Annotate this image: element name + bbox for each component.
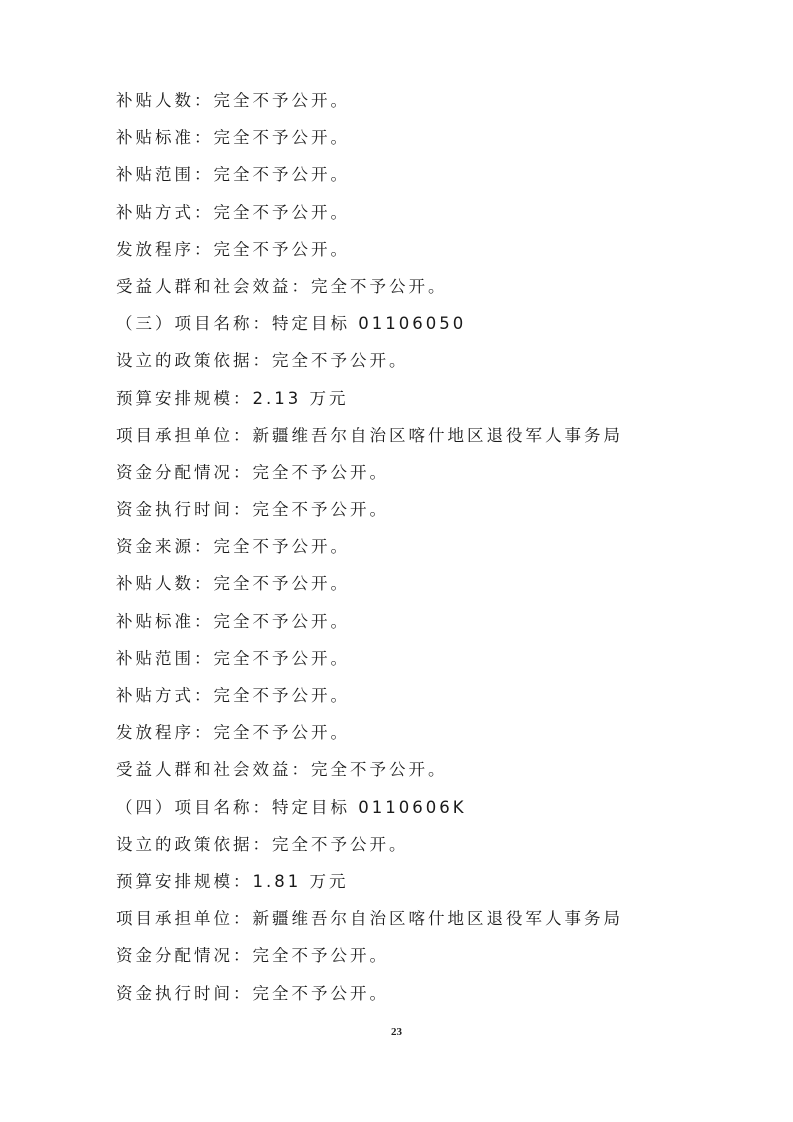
text-line: 补贴标准：完全不予公开。: [116, 128, 350, 148]
text-line: 设立的政策依据：完全不予公开。: [116, 351, 409, 371]
text-line: 设立的政策依据：完全不予公开。: [116, 834, 409, 854]
text-line: 发放程序：完全不予公开。: [116, 239, 350, 259]
text-line: 补贴方式：完全不予公开。: [116, 202, 350, 222]
document-body: [116, 86, 736, 1016]
text-line: 补贴范围：完全不予公开。: [116, 165, 350, 185]
text-line: 补贴范围：完全不予公开。: [116, 648, 350, 668]
text-line: 资金分配情况：完全不予公开。: [116, 462, 389, 482]
text-line: 资金分配情况：完全不予公开。: [116, 946, 389, 966]
text-line: 发放程序：完全不予公开。: [116, 723, 350, 743]
text-line: 资金执行时间：完全不予公开。: [116, 983, 389, 1003]
text-line: 受益人群和社会效益：完全不予公开。: [116, 760, 448, 780]
text-line: 项目承担单位：新疆维吾尔自治区喀什地区退役军人事务局: [116, 909, 623, 929]
text-line: 补贴人数：完全不予公开。: [116, 91, 350, 110]
text-line: 资金执行时间：完全不予公开。: [116, 500, 389, 520]
text-line: 补贴人数：完全不予公开。: [116, 574, 350, 594]
section-heading: （三）项目名称：特定目标 01106050: [116, 314, 467, 334]
text-line: 补贴标准：完全不予公开。: [116, 611, 350, 631]
text-line: 资金来源：完全不予公开。: [116, 537, 350, 557]
page-number: 23: [391, 1026, 402, 1038]
text-line: 项目承担单位：新疆维吾尔自治区喀什地区退役军人事务局: [116, 425, 623, 445]
text-line: 预算安排规模：1.81 万元: [116, 871, 349, 891]
text-line: 补贴方式：完全不予公开。: [116, 686, 350, 705]
section-heading: （四）项目名称：特定目标 0110606K: [116, 797, 467, 817]
text-line: 预算安排规模：2.13 万元: [116, 388, 349, 408]
text-line: 受益人群和社会效益：完全不予公开。: [116, 276, 448, 296]
